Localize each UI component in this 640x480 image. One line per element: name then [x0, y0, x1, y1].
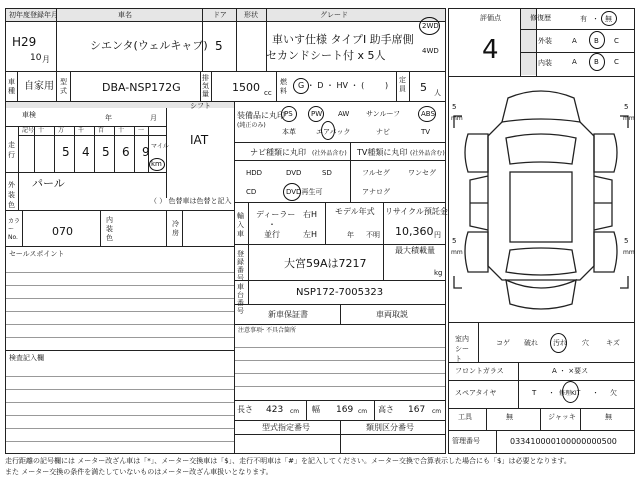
cold-label: 冷房 [172, 220, 179, 237]
grade-label: グレード [320, 11, 348, 19]
room-option-4: キズ [606, 339, 620, 347]
displacement-unit: cc [264, 89, 272, 97]
pw-circle [308, 106, 324, 122]
repair-yes: 有 [580, 15, 587, 23]
navi-item-r2-0: CD [246, 188, 257, 196]
exterior-grade-label: 外装 [538, 37, 552, 45]
use-label: 車種 [8, 78, 15, 95]
model-label: 型式 [60, 78, 67, 95]
dirty-circle [550, 333, 567, 353]
grade-line-1: 車いす仕様 タイプⅠ 助手席側 [272, 33, 414, 46]
inspection-label: 車検 [22, 111, 36, 119]
recycle-unit: 円 [434, 231, 441, 239]
door-label: ドア [213, 11, 227, 19]
fuel-options: G ・ D ・ HV ・ ( [298, 81, 365, 90]
dvd-play-circle [283, 183, 301, 201]
equipment-item-r2-0: 本革 [282, 128, 296, 136]
mileage-digit-3: 6 [122, 145, 130, 159]
displacement-label: 排気量 [202, 74, 209, 98]
model-value: DBA-NSP172G [102, 81, 181, 94]
control-value: 033410000100000000500 [510, 437, 617, 446]
category-label: 類別区分番号 [366, 423, 414, 432]
interior-grade-label: 内装 [538, 59, 552, 67]
height-label: 高さ [378, 405, 394, 414]
tv-item-r2-0: アナログ [362, 188, 390, 196]
car-name-label: 車名 [118, 11, 132, 19]
year-label: 初年度登録年月 [9, 11, 58, 19]
mileage-header-1: 十 [38, 127, 45, 134]
repair-none: 無 [605, 15, 612, 23]
recycle-value: 10,360 [395, 225, 434, 238]
model-year-unknown: 不明 [366, 231, 380, 239]
notes-label-1: 注意事項 [238, 327, 263, 334]
tv-sub: (社外品含む) [410, 150, 445, 157]
recycle-label: リサイクル預託金 [385, 207, 448, 216]
drive-2wd: 2WD [422, 22, 439, 30]
grade-line-2: セカンドシート付 x 5人 [266, 49, 386, 62]
equipment-sublabel: (純正のみ) [237, 122, 266, 129]
windshield-label: フロントガラス [455, 367, 504, 375]
drive-4wd: 4WD [422, 47, 439, 55]
interior-grade-2: C [614, 58, 619, 66]
jack-label: ジャッキ [548, 413, 576, 421]
mileage-unit-km: km [151, 160, 162, 168]
interior-color-label: 内装色 [106, 216, 113, 242]
width-unit: cm [358, 408, 368, 415]
room-option-1: 破れ [524, 339, 538, 347]
door-count: 5 [215, 39, 223, 53]
registration-label: 登録番号 [237, 250, 244, 282]
mileage-digit-2: 5 [102, 145, 110, 159]
spare-repair-kit: 修理KIT [559, 390, 581, 397]
exterior-note: （ ） 色替車は色替と記入 [150, 197, 232, 205]
fuel-close: ) [385, 81, 389, 90]
type-designation-label: 型式指定番号 [262, 423, 310, 432]
spare-label: スペアタイヤ [455, 389, 497, 397]
shift-value: IAT [190, 133, 209, 147]
notes-label-2: ・不具合箇所 [260, 327, 297, 334]
car-manual: 車両取説 [376, 310, 408, 319]
mileage-digit-0: 5 [62, 145, 70, 159]
airbag-circle [321, 121, 335, 140]
jack-value: 無 [605, 413, 612, 421]
tools-label: 工具 [458, 413, 472, 421]
navi-item-2: SD [322, 169, 332, 177]
capacity-unit: 人 [434, 89, 441, 97]
inspection-month: 月 [150, 114, 157, 122]
height-value: 167 [408, 405, 426, 415]
interior-grade-0: A [572, 58, 577, 66]
import-label: 輸入車 [237, 212, 244, 238]
windshield-options: A ・ ×要ス [552, 367, 589, 375]
import-hyphen: ・ [268, 220, 276, 229]
weight-unit: kg [434, 269, 443, 277]
diagram-unit-3: mm [623, 249, 635, 256]
mileage-digit-1: 4 [82, 145, 90, 159]
mileage-unit-mile: マイル [151, 143, 169, 150]
import-right: 右H [303, 210, 318, 219]
navi-label: ナビ種類に丸印 [250, 148, 306, 157]
mileage-digit-4: 9 [142, 145, 150, 159]
height-unit: cm [432, 408, 442, 415]
navi-item-0: HDD [246, 169, 263, 177]
shift-label: シフト [190, 102, 211, 110]
width-value: 169 [336, 405, 354, 415]
navi-sub: (社外品含む) [312, 150, 347, 157]
equipment-item-4: ABS [421, 110, 435, 118]
diagram-mark-1: 5 [624, 103, 629, 111]
tv-item-0: フルセグ [362, 169, 390, 177]
mileage-header-2: 万 [58, 127, 65, 134]
length-unit: cm [290, 408, 300, 415]
equipment-item-3: サンルーフ [366, 110, 401, 118]
mileage-header-0: 記号 [22, 127, 35, 134]
month-value: 10 [30, 53, 42, 63]
inspection-year: 年 [105, 114, 112, 122]
displacement-value: 1500 [232, 81, 260, 94]
mileage-header-4: 百 [98, 127, 105, 134]
exterior-grade-2: C [614, 37, 619, 45]
interior-b-circle [589, 53, 605, 71]
exterior-b-circle [589, 31, 605, 49]
room-option-3: 穴 [582, 339, 589, 347]
ps-circle [281, 106, 297, 122]
diagram-mark-0: 5 [452, 103, 457, 111]
fuel-label: 燃料 [280, 78, 287, 95]
room-label: 室内シート [455, 335, 469, 363]
mileage-header-5: 十 [118, 127, 125, 134]
mileage-header-3: 千 [78, 127, 85, 134]
repair-label: 修復歴 [530, 14, 551, 22]
capacity-label: 定員 [399, 76, 406, 93]
diagram-unit-1: mm [623, 115, 635, 122]
abs-circle [418, 106, 436, 122]
car-body-diagram [448, 76, 635, 322]
chassis-value: NSP172-7005323 [296, 287, 384, 298]
length-label: 長さ [237, 405, 253, 414]
import-parallel: 並行 [264, 230, 280, 239]
control-label: 管理番号 [452, 437, 480, 445]
import-dealer: ディーラー [256, 210, 296, 219]
model-year-year: 年 [347, 231, 354, 239]
year-value: H29 [12, 35, 37, 49]
navi-item-r2-1: DVD再生可 [286, 188, 323, 196]
tv-label: TV種類に丸印 [357, 148, 408, 157]
exterior-label: 外装色 [8, 181, 15, 209]
equipment-item-2: AW [338, 110, 350, 118]
color-no-label: カラーNo. [8, 218, 21, 241]
interior-grade-1: B [594, 58, 599, 66]
equipment-item-0: PS [284, 110, 293, 118]
capacity-value: 5 [420, 81, 427, 94]
month-unit: 月 [42, 55, 50, 64]
tv-item-1: ワンセグ [408, 169, 436, 177]
use-value: 自家用 [24, 81, 54, 92]
exterior-grade-0: A [572, 37, 577, 45]
spare-dot-2: ・ [592, 389, 599, 397]
spare-none: 欠 [610, 389, 617, 397]
equipment-item-1: PW [311, 110, 323, 118]
color-no-value: 070 [52, 225, 73, 238]
exterior-grade-1: B [594, 37, 599, 45]
footer-line-2: また メーター交換の条件を満たしていないものはメーター改ざん車扱いとなります。 [5, 468, 273, 476]
diagram-mark-2: 5 [452, 237, 457, 245]
diagram-mark-3: 5 [624, 237, 629, 245]
width-label: 幅 [312, 405, 320, 414]
mileage-header-6: 一 [138, 127, 145, 134]
footer-line-1: 走行距離の記号欄には メーター改ざん車は「*」、メーター交換車は「$」、走行不明車は「#」を記入してください。メーター交換で合算表示した場合にも「$」は必要となります。 [5, 457, 571, 465]
length-value: 423 [266, 405, 284, 415]
registration-value: 大宮59Aは7217 [284, 257, 367, 270]
equipment-item-r2-1: エアバック [316, 128, 351, 136]
room-option-2: 汚れ [553, 339, 567, 347]
equipment-item-r2-3: TV [421, 128, 431, 136]
weight-label: 最大積載量 [395, 246, 435, 255]
spare-dot-1: ・ [548, 389, 555, 397]
mileage-label: 走行 [8, 141, 15, 159]
repair-dot: ・ [592, 15, 599, 23]
equipment-label: 装備品に丸印 [237, 111, 285, 120]
equipment-item-r2-2: ナビ [376, 128, 390, 136]
evaluation-value: 4 [482, 35, 499, 65]
spare-t: T [532, 389, 537, 397]
new-car-warranty: 新車保証書 [268, 310, 308, 319]
inspector-note-label: 検査記入欄 [9, 354, 44, 362]
chassis-label: 車台番号 [237, 283, 244, 315]
model-year-label: モデル年式 [335, 207, 375, 216]
navi-item-1: DVD [286, 169, 302, 177]
room-option-0: コゲ [496, 339, 510, 347]
tools-value: 無 [506, 413, 513, 421]
import-left: 左H [303, 230, 318, 239]
car-name: シエンタ(ウェルキャブ) [90, 39, 208, 52]
diagram-unit-0: mm [451, 115, 463, 122]
exterior-value: パール [32, 177, 65, 190]
evaluation-label: 評価点 [480, 14, 501, 22]
shape-label: 形状 [244, 11, 258, 19]
diagram-unit-2: mm [451, 249, 463, 256]
sales-point-label: セールスポイント [9, 250, 65, 258]
